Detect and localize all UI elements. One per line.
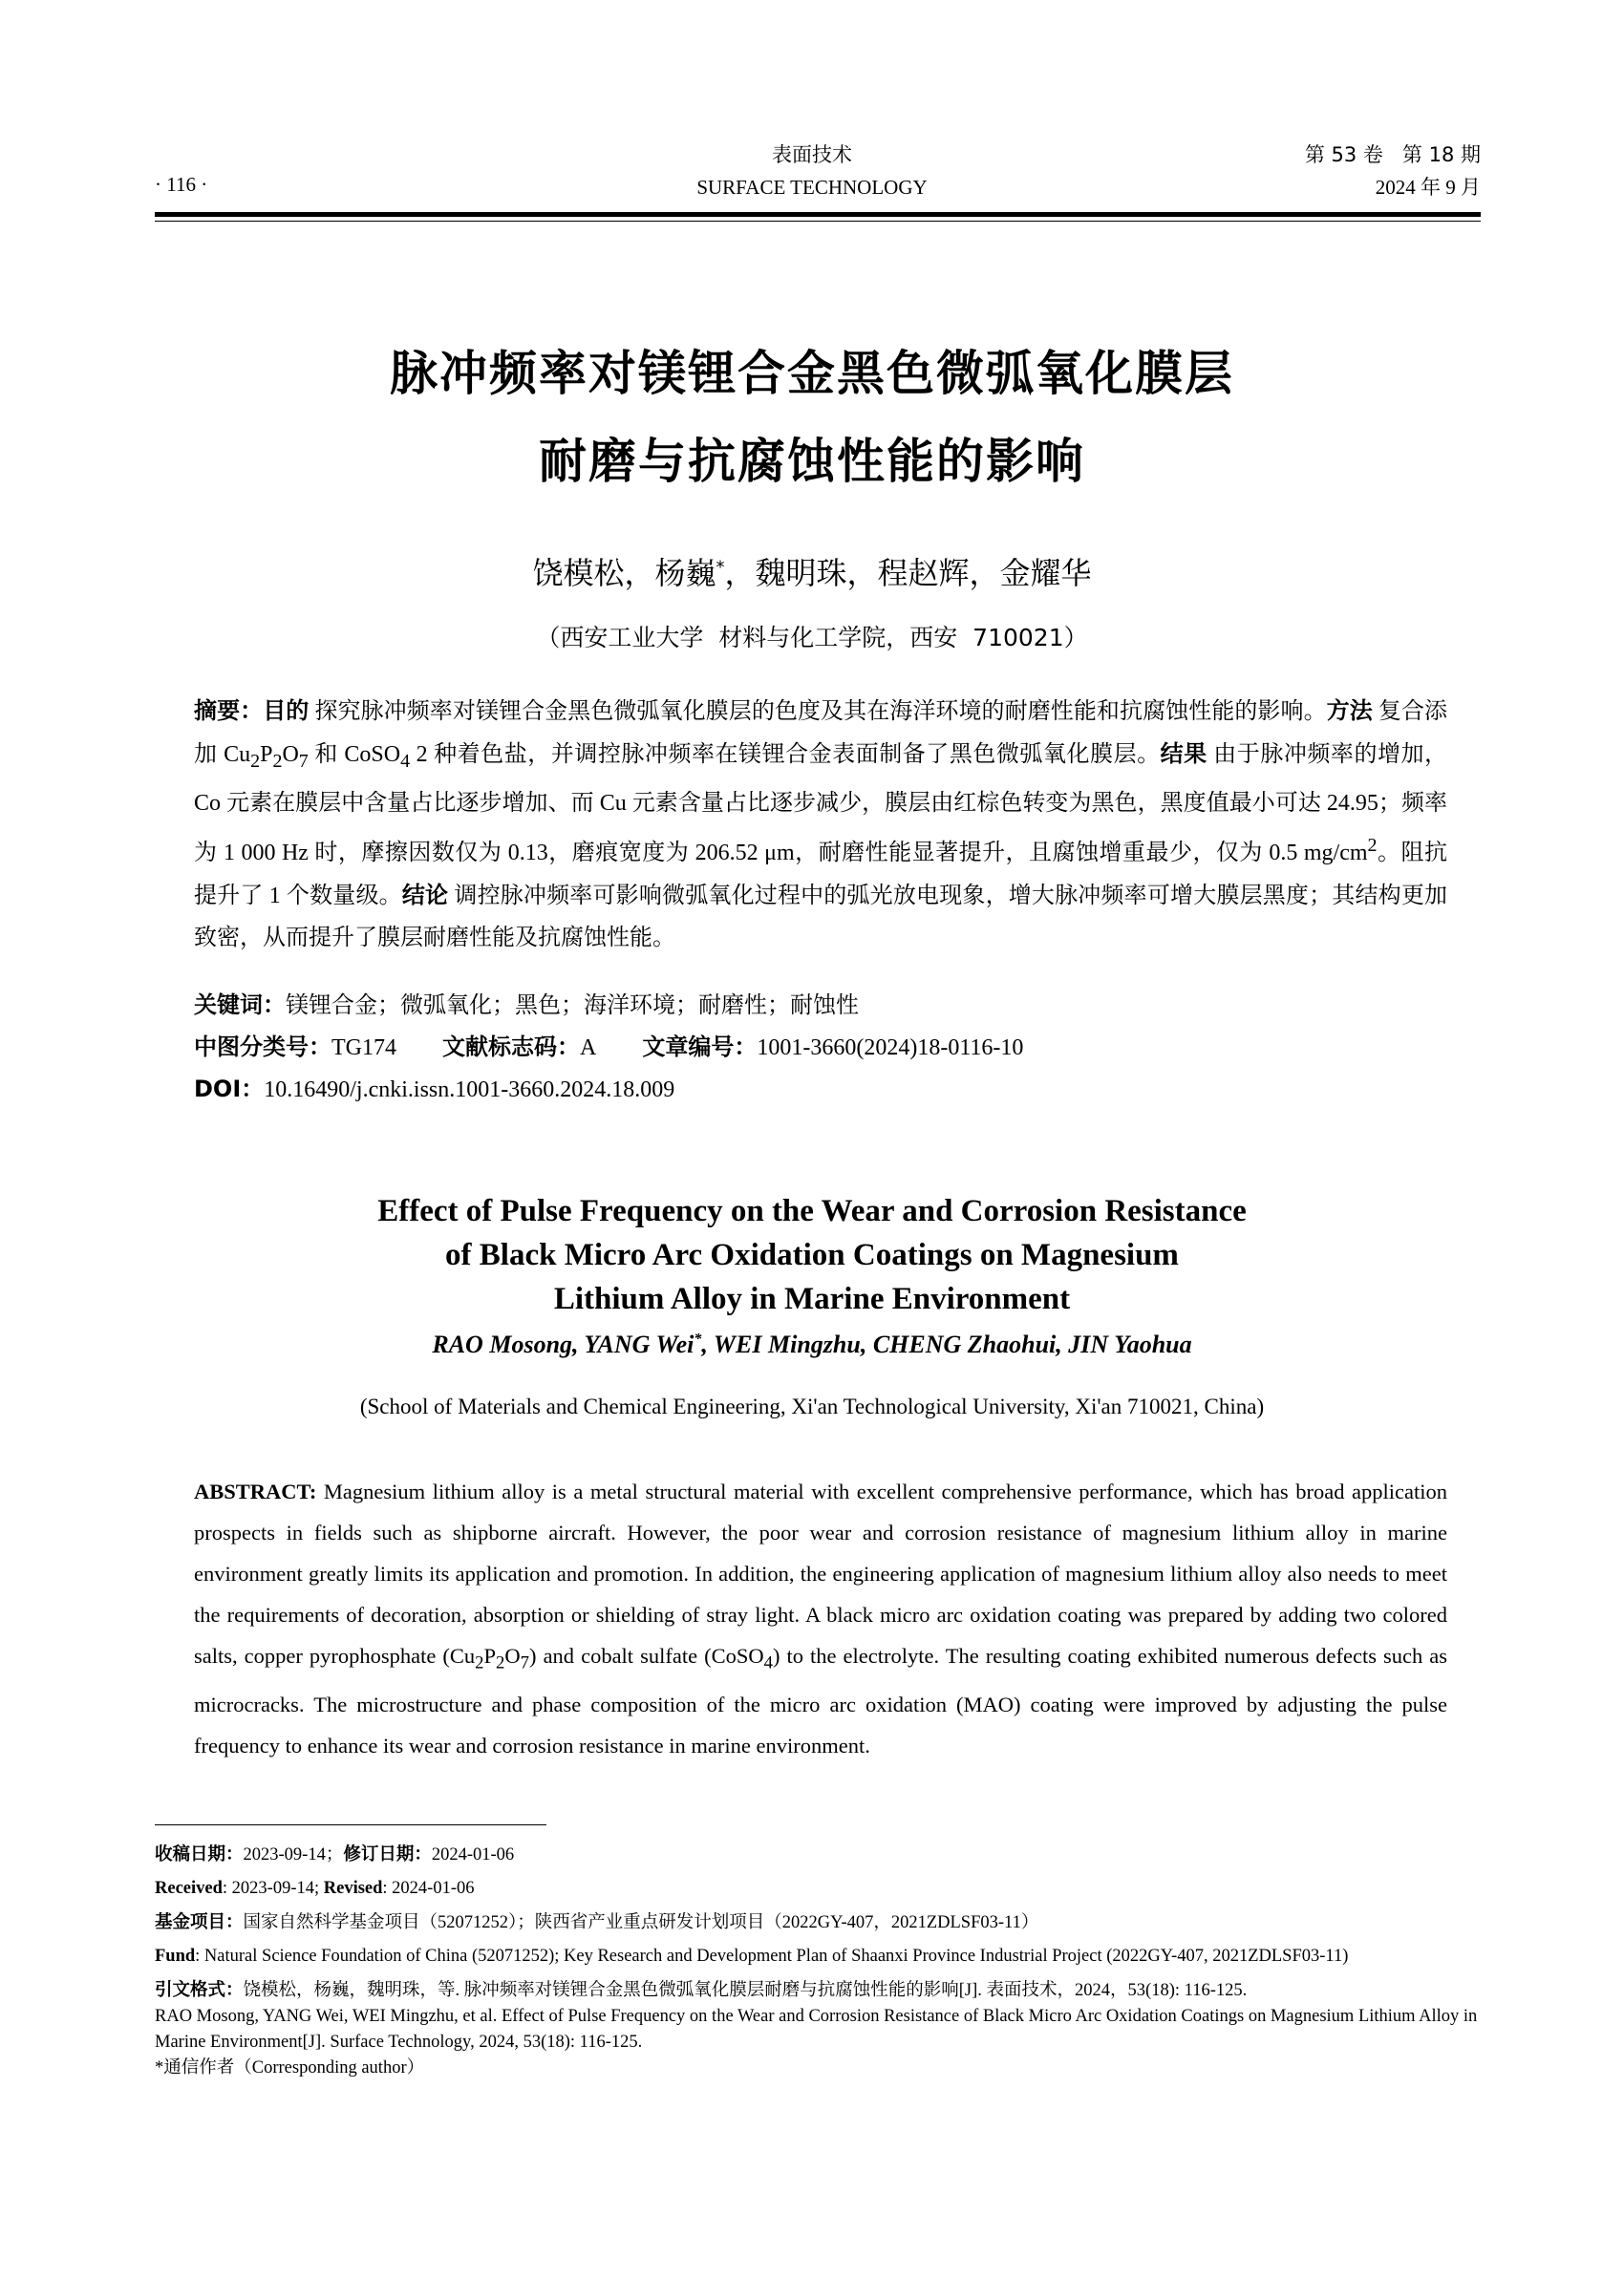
authors-cn-part1: 饶模松，杨巍 [532,555,716,591]
revised-date-cn: 2024-01-06 [431,1845,515,1864]
footnotes [155,1842,1483,2089]
issue-date: 2024 年 9 月 [1375,176,1481,199]
affiliation-en: (School of Materials and Chemical Engineering, Xi'an Technological University, Xi'an 710021, China) [359,1395,1265,1418]
method-text-4: 和 CoSO [308,742,401,767]
clc-value: TG174 [331,1035,396,1060]
citation-label-cn: 引文格式： [155,1980,244,2000]
fund-label-cn: 基金项目： [155,1912,244,1932]
citation-en: RAO Mosong, YANG Wei, WEI Mingzhu, et al. Effect of Pulse Frequency on the Wear and Corrosion Resistance of Black Micro Arc Oxidation Coatings on Magnesium Lithium Alloy in Marine Environment[J]. Surface Technology, 2024, 53(18): 116-125. [155,2007,1478,2052]
fund-en [155,1944,1483,1970]
footnote-rule [155,1824,546,1825]
subscript: 7 [520,1652,530,1673]
revised-date-en: : 2024-01-06 [382,1879,475,1898]
journal-name-cn: 表面技术 [772,143,852,166]
title-en-line1: Effect of Pulse Frequency on the Wear and Corrosion Resistance [377,1194,1247,1228]
subscript: 2 [250,750,261,772]
method-text-1: 复合添加 Cu [194,699,1448,767]
citation-text-cn: 饶模松，杨巍，魏明珠，等. 脉冲频率对镁锂合金黑色微弧氧化膜层耐磨与抗腐蚀性能的影响[J]. 表面技术，2024，53(18): 116-125. [243,1981,1248,2000]
title-cn-line1: 脉冲频率对镁锂合金黑色微弧氧化膜层 [390,346,1234,401]
clc-label: 中图分类号： [194,1033,331,1060]
journal-name [573,139,1051,203]
purpose-text: 探究脉冲频率对镁锂合金黑色微弧氧化膜层的色度及其在海洋环境的耐磨性能和抗腐蚀性能的影响。 [309,699,1327,724]
abstract-en-label: ABSTRACT: [194,1480,317,1503]
volume-issue: 第 53 卷 第 18 期 [1304,143,1481,166]
page-number: · 116 · [155,173,208,196]
method-text-5: 2 种着色盐，并调控脉冲频率在镁锂合金表面制备了黑色微弧氧化膜层。 [410,742,1161,767]
authors-en-part1: RAO Mosong, YANG Wei [432,1331,694,1358]
title-cn [143,330,1481,505]
result-label: 结果 [1160,740,1207,767]
subscript: 2 [272,750,283,772]
method-text-2: P [260,742,273,767]
title-en [143,1189,1481,1321]
fund-cn [155,1909,1483,1936]
received-label-en: Received [155,1879,223,1898]
dates-cn [155,1842,1483,1868]
keywords-label: 关键词： [194,991,286,1018]
received-label-cn: 收稿日期： [155,1844,244,1864]
fund-text-cn: 国家自然科学基金项目（52071252）；陕西省产业重点研发计划项目（2022GY-407，2021ZDLSF03-11） [243,1913,1039,1932]
title-cn-line2: 耐磨与抗腐蚀性能的影响 [539,434,1085,489]
issue-info [1305,139,1481,203]
title-en-line3: Lithium Alloy in Marine Environment [553,1282,1071,1316]
conclusion-label: 结论 [401,881,449,908]
method-text-3: O [282,742,299,767]
authors-cn [143,549,1481,593]
keywords [194,986,1455,1019]
subscript: 2 [496,1652,505,1673]
article-number-label: 文章编号： [642,1033,758,1060]
header-rule-thin [155,221,1481,222]
authors-en [143,1331,1481,1359]
result-text-1: 由于脉冲频率的增加，Co 元素在膜层中含量占比逐步增加、而 Cu 元素含量占比逐步减少，膜层由红棕色转变为黑色，黑度值最小可达 24.95；频率为 1 000 Hz 时，摩擦因数仅为 0.13，磨痕宽度为 206.52 μm，耐磨性能显著提升，且腐蚀增重最少，仅为 0.5 mg/cm [194,742,1448,865]
corresponding-author: *通信作者（Corresponding author） [155,2058,425,2078]
abstract-en-text-1: Magnesium lithium alloy is a metal structural material with excellent comprehensive performance, which has broad application prospects in fields such as shipborne aircraft. However, the poor wear and corrosion resistance of magnesium lithium alloy in marine environment greatly limits its application and promotion. In addition, the engineering application of magnesium lithium alloy also needs to meet the requirements of decoration, absorption or shielding of stray light. A black micro arc oxidation coating was prepared by adding two colored salts, copper pyrophosphate (Cu [194,1480,1447,1668]
article-number-value: 1001-3660(2024)18-0116-10 [757,1035,1024,1060]
abstract-en-text-2: ) and cobalt sulfate (CoSO [529,1644,764,1668]
method-label: 方法 [1326,697,1373,724]
classification [194,1028,1455,1061]
journal-name-en: SURFACE TECHNOLOGY [696,176,928,199]
subscript: 7 [298,750,309,772]
doi-value: 10.16490/j.cnki.issn.1001-3660.2024.18.009 [264,1077,675,1102]
keywords-value: 镁锂合金；微弧氧化；黑色；海洋环境；耐磨性；耐蚀性 [286,993,859,1018]
fund-label-en: Fund [155,1947,196,1966]
purpose-label: 目的 [263,697,310,724]
doi [194,1070,1455,1103]
doi-label: DOI： [194,1076,265,1102]
title-en-line2: of Black Micro Arc Oxidation Coatings on Magnesium [445,1238,1179,1272]
received-date-en: : 2023-09-14; [222,1879,324,1898]
fund-text-en: : Natural Science Foundation of China (52071252); Key Research and Development Plan of Shaanxi Province Industrial Project (2022GY-407, 2021ZDLSF03-11) [195,1947,1349,1966]
received-date-cn: 2023-09-14； [243,1845,344,1864]
abstract-en-text-3: ) to the electrolyte. The resulting coating exhibited numerous defects such as microcracks. The microstructure and phase composition of the micro arc oxidation (MAO) coating were improved by adjusting the pulse frequency to enhance its wear and corrosion resistance in marine environment. [194,1644,1447,1758]
corresponding-mark-en: * [694,1331,702,1348]
authors-en-part2: , WEI Mingzhu, CHENG Zhaohui, JIN Yaohua [701,1331,1192,1358]
doc-code-value: A [580,1035,597,1060]
conclusion-text: 调控脉冲频率可影响微弧氧化过程中的弧光放电现象，增大脉冲频率可增大膜层黑度；其结构更加致密，从而提升了膜层耐磨性能及抗腐蚀性能。 [194,883,1448,950]
revised-label-cn: 修订日期： [343,1844,432,1864]
subscript: 2 [475,1652,484,1673]
subscript: 4 [400,750,411,772]
doc-code-label: 文献标志码： [442,1033,580,1060]
revised-label-en: Revised [323,1879,383,1898]
abstract-cn [194,690,1447,959]
abstract-en [194,1471,1447,1766]
subscript: 4 [763,1652,773,1673]
superscript: 2 [1367,834,1378,856]
corresponding-mark: * [716,557,725,578]
affiliation-cn: （西安工业大学 材料与化工学院，西安 710021） [536,624,1088,651]
abstract-en-p: P [483,1644,497,1668]
dates-en [155,1876,1483,1902]
authors-cn-part2: ，魏明珠，程赵辉，金耀华 [724,555,1092,591]
citation-cn [155,1977,1483,2004]
abstract-en-o: O [504,1644,521,1668]
header-rule-thick [155,212,1481,217]
result-text-2: 。阻抗提升了 1 个数量级。 [194,840,1447,908]
abstract-cn-label: 摘要： [194,697,264,724]
